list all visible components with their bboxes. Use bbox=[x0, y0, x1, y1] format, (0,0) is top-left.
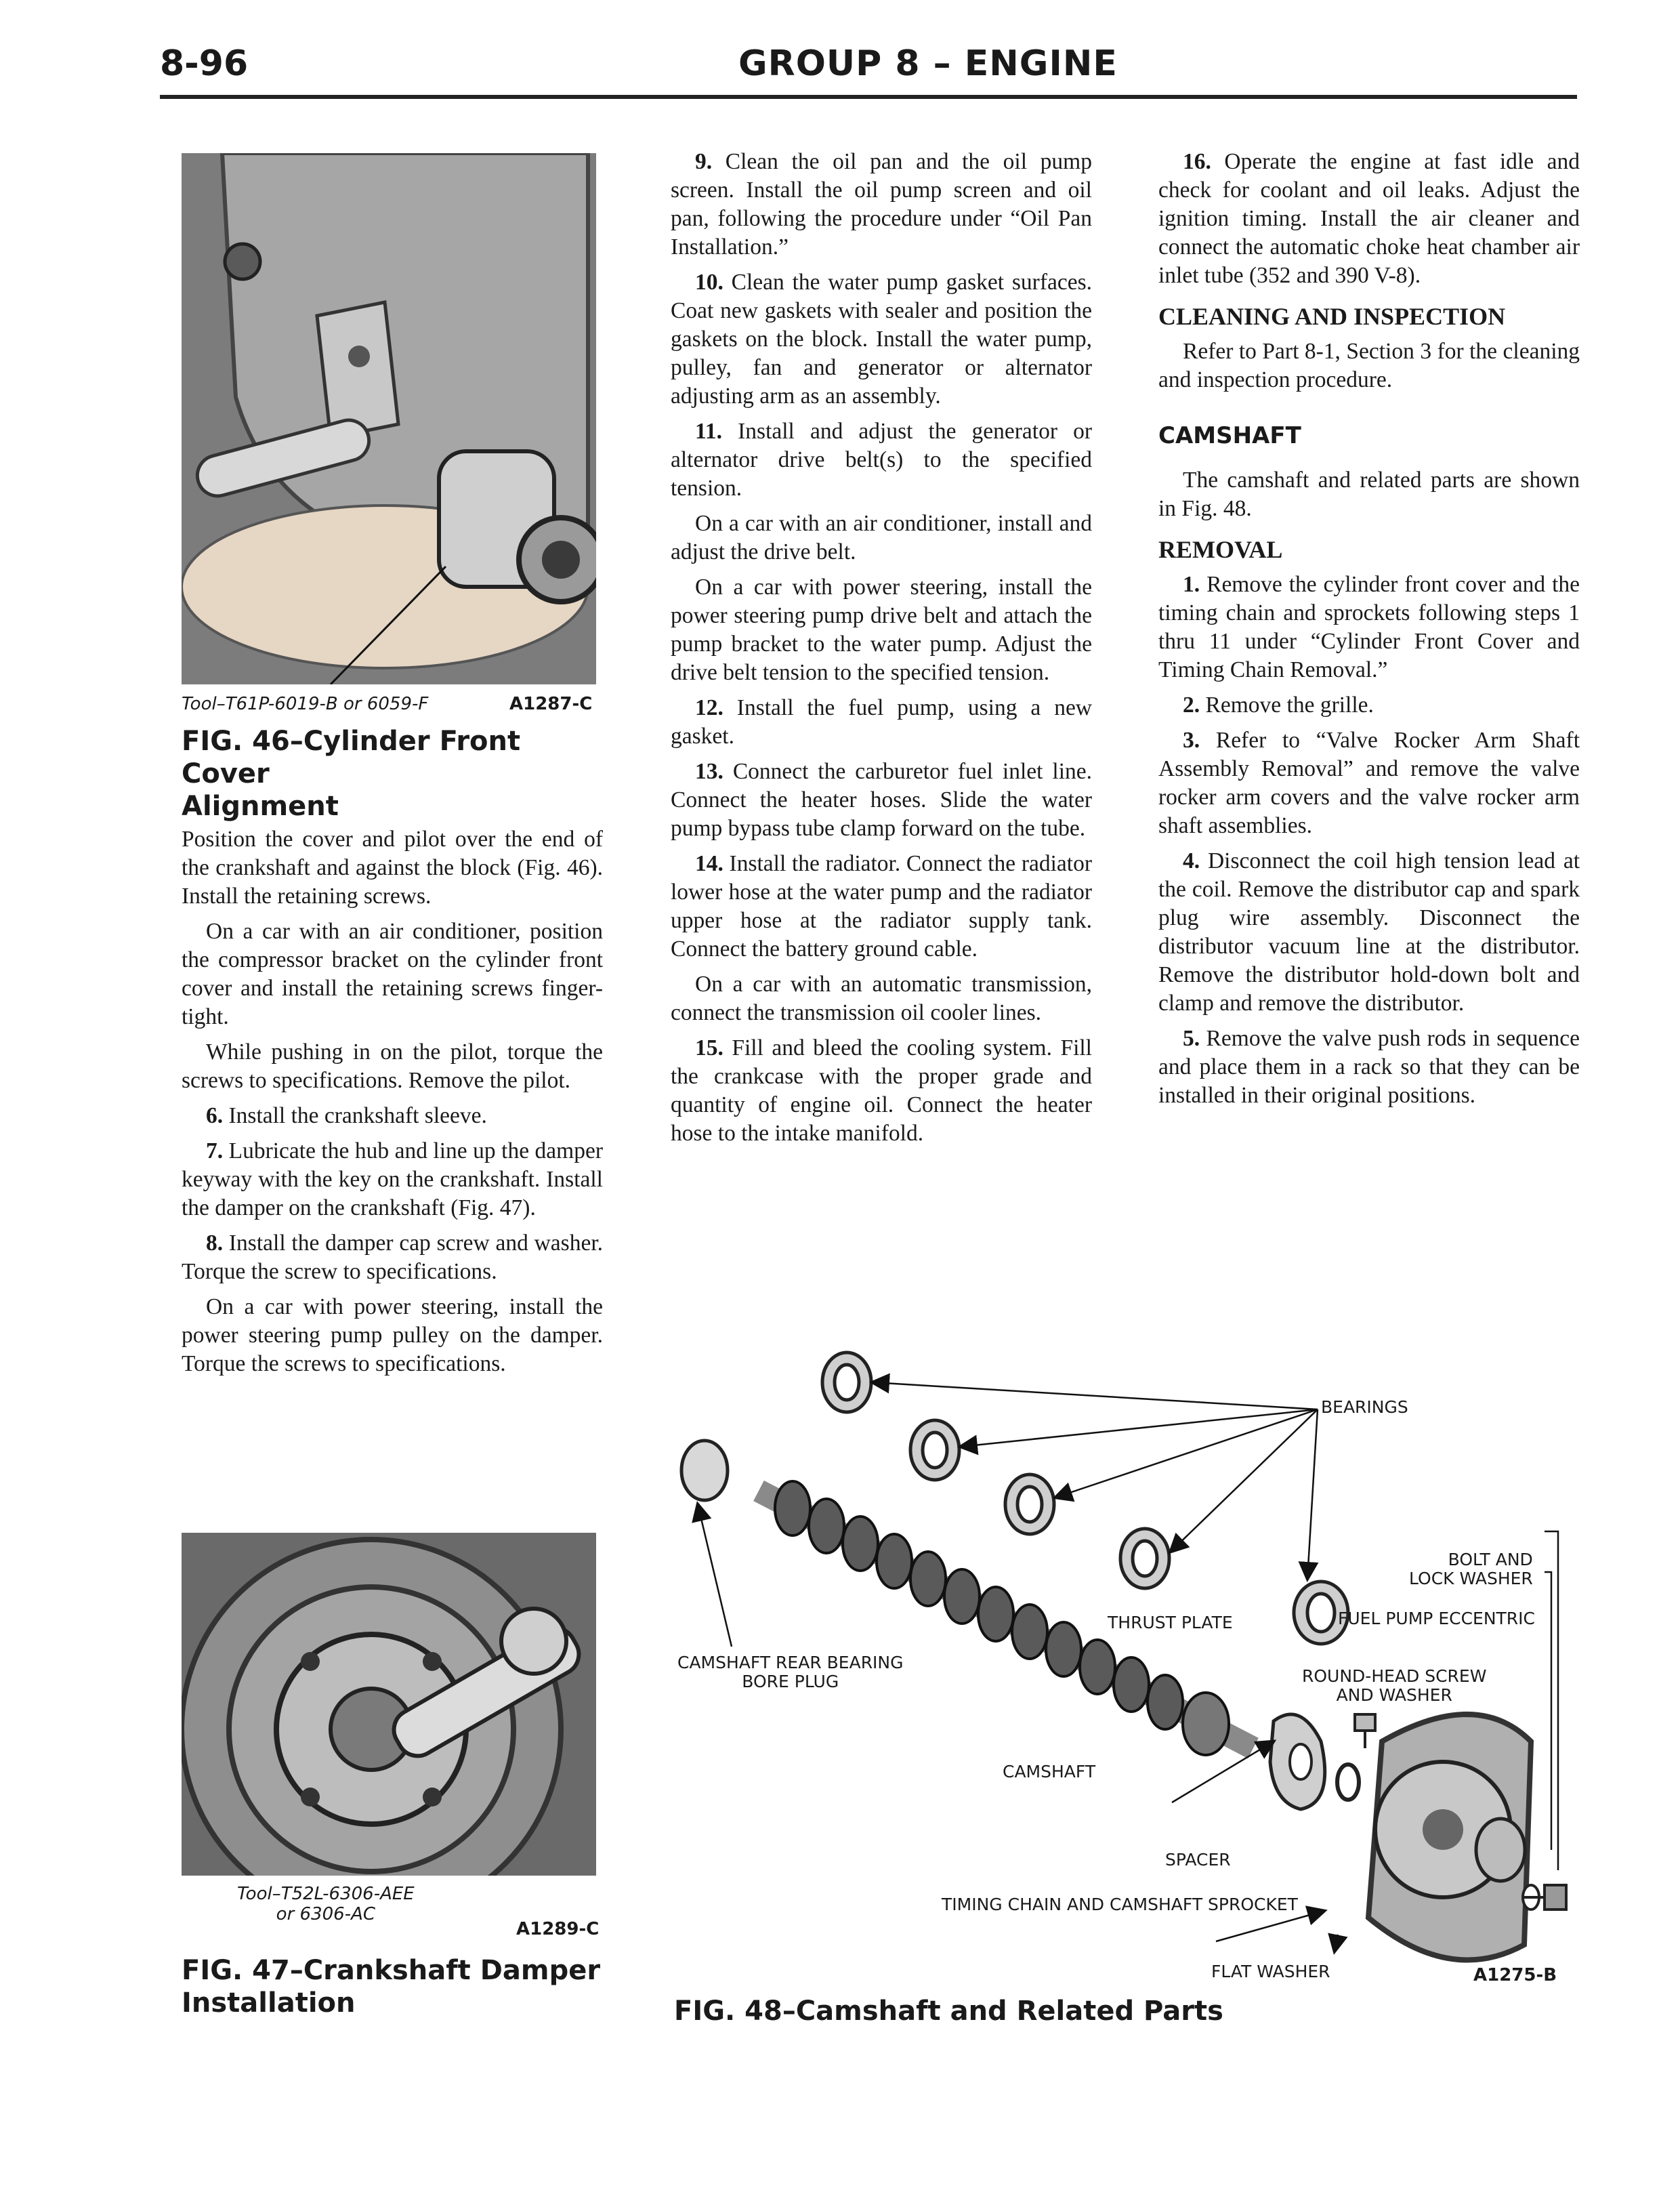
step-15: 15. Fill and bleed the cooling system. Fill the crankcase with the proper grade and quantity of engine oil. Connect the heater hose to the intake manifold. bbox=[671, 1035, 1092, 1146]
step-16: 16. Operate the engine at fast idle and check for coolant and oil leaks. Adjust the ignition timing. Install the air cleaner and connect the automatic choke heat chamber air inlet tube (352 and 390 V-8). bbox=[1158, 149, 1580, 288]
step-10: 10. Clean the water pump gasket surfaces. Coat new gaskets with sealer and position the gaskets on the block. Install the water pump, pulley, fan and generator or alternator adjusting arm as an assembly. bbox=[671, 270, 1093, 409]
step-6: 6. Install the crankshaft sleeve. bbox=[206, 1103, 487, 1128]
text-column-1 bbox=[182, 825, 603, 1385]
heading-cleaning: CLEANING AND INSPECTION bbox=[1158, 303, 1506, 330]
label-fuel-pump-eccentric: FUEL PUMP ECCENTRIC bbox=[1338, 1609, 1535, 1628]
figure-46-tool-caption: Tool–T61P-6019-B or 6059-F bbox=[182, 694, 429, 714]
step-8: 8. Install the damper cap screw and washer. Torque the screw to specifications. bbox=[182, 1231, 604, 1284]
figure-46-title: FIG. 46–Cylinder Front Cover Alignment bbox=[182, 726, 521, 822]
heading-camshaft: CAMSHAFT bbox=[1158, 422, 1301, 449]
label-timing-chain-and-sprocket: TIMING CHAIN AND CAMSHAFT SPROCKET bbox=[942, 1895, 1298, 1914]
step-13: 13. Connect the carburetor fuel inlet line. Connect the heater hoses. Slide the water pump bypass tube clamp forward on the tube. bbox=[671, 759, 1092, 841]
page-header bbox=[0, 0, 1680, 102]
figure-48-title: FIG. 48–Camshaft and Related Parts bbox=[674, 1996, 1223, 2027]
figure-47-code: A1289-C bbox=[516, 1919, 600, 1939]
label-camshaft: CAMSHAFT bbox=[1003, 1762, 1096, 1781]
header-rule bbox=[160, 95, 1577, 99]
group-title: GROUP 8 – ENGINE bbox=[738, 43, 1118, 84]
step-9: 9. Clean the oil pan and the oil pump screen. Install the oil pump screen and oil pan, following the procedure under “Oil Pan Installation.” bbox=[671, 149, 1092, 260]
figure-47-photo bbox=[182, 1533, 596, 1876]
label-thrust-plate: THRUST PLATE bbox=[1108, 1613, 1233, 1632]
paragraph: On a car with power steering, install the power steering pump drive belt and attach the pump bracket to the water pump. Adjust the drive belt tension to the specified tension. bbox=[671, 575, 1092, 685]
removal-step-4: 4. Disconnect the coil high tension lead at the coil. Remove the distributor cap and spark plug wire assembly. Disconnect the distributor vacuum line at the distributor. Remove the distributor hold-down bolt and clamp and remove the distributor. bbox=[1158, 848, 1580, 1016]
removal-step-1: 1. Remove the cylinder front cover and the timing chain and sprockets following steps 1 thru 11 under “Cylinder Front Cover and Timing Chain Removal.” bbox=[1158, 572, 1580, 682]
step-7: 7. Lubricate the hub and line up the damper keyway with the key on the crankshaft. Install the damper on the crankshaft (Fig. 47). bbox=[182, 1138, 603, 1220]
step-14: 14. Install the radiator. Connect the radiator lower hose at the water pump and the radiator upper hose at the radiator supply tank. Connect the battery ground cable. bbox=[671, 851, 1092, 962]
paragraph: On a car with an automatic transmission, connect the transmission oil cooler lines. bbox=[671, 972, 1092, 1025]
figure-48-diagram bbox=[650, 1335, 1585, 1999]
figure-47-title: FIG. 47–Crankshaft Damper Installation bbox=[182, 1955, 601, 2019]
paragraph: On a car with an air conditioner, install and adjust the drive belt. bbox=[671, 511, 1092, 564]
figure-46-photo bbox=[182, 153, 596, 684]
page-number: 8-96 bbox=[160, 43, 249, 84]
label-camshaft-rear-bearing-bore-plug: CAMSHAFT REAR BEARING BORE PLUG bbox=[677, 1653, 904, 1691]
figure-48-code: A1275-B bbox=[1473, 1965, 1557, 1985]
paragraph: Position the cover and pilot over the end of the crankshaft and against the block (Fig. 46). Install the retaining screws. bbox=[182, 827, 603, 909]
label-round-head-screw: ROUND-HEAD SCREW AND WASHER bbox=[1302, 1666, 1487, 1705]
figure-47-tool-caption: Tool–T52L-6306-AEE or 6306-AC bbox=[237, 1884, 415, 1924]
label-bearings: BEARINGS bbox=[1321, 1397, 1408, 1417]
heading-removal: REMOVAL bbox=[1158, 536, 1283, 563]
paragraph: On a car with an air conditioner, position the compressor bracket on the cylinder front cover and install the retaining screws finger-tight. bbox=[182, 919, 603, 1029]
removal-step-2: 2. Remove the grille. bbox=[1183, 693, 1374, 718]
step-11: 11. Install and adjust the generator or alternator drive belt(s) to the specified tension. bbox=[671, 419, 1092, 501]
paragraph: While pushing in on the pilot, torque the screws to specifications. Remove the pilot. bbox=[182, 1039, 603, 1093]
removal-step-5: 5. Remove the valve push rods in sequence and place them in a rack so that they can be installed in their original positions. bbox=[1158, 1026, 1580, 1108]
label-flat-washer: FLAT WASHER bbox=[1211, 1962, 1330, 1981]
label-bolt-and-lock-washer: BOLT AND LOCK WASHER bbox=[1409, 1550, 1533, 1588]
paragraph: Refer to Part 8-1, Section 3 for the cleaning and inspection procedure. bbox=[1158, 339, 1580, 392]
removal-step-3: 3. Refer to “Valve Rocker Arm Shaft Assembly Removal” and remove the valve rocker arm covers and the valve rocker arm shaft assemblies. bbox=[1158, 728, 1580, 838]
step-12: 12. Install the fuel pump, using a new gasket. bbox=[671, 695, 1093, 749]
paragraph: The camshaft and related parts are shown in Fig. 48. bbox=[1158, 468, 1580, 521]
paragraph: On a car with power steering, install the power steering pump pulley on the damper. Torque the screws to specifications. bbox=[182, 1294, 603, 1376]
label-spacer: SPACER bbox=[1165, 1850, 1231, 1870]
text-column-2 bbox=[671, 148, 1092, 1155]
figure-46-code: A1287-C bbox=[509, 694, 593, 714]
text-column-3 bbox=[1158, 148, 1580, 1117]
